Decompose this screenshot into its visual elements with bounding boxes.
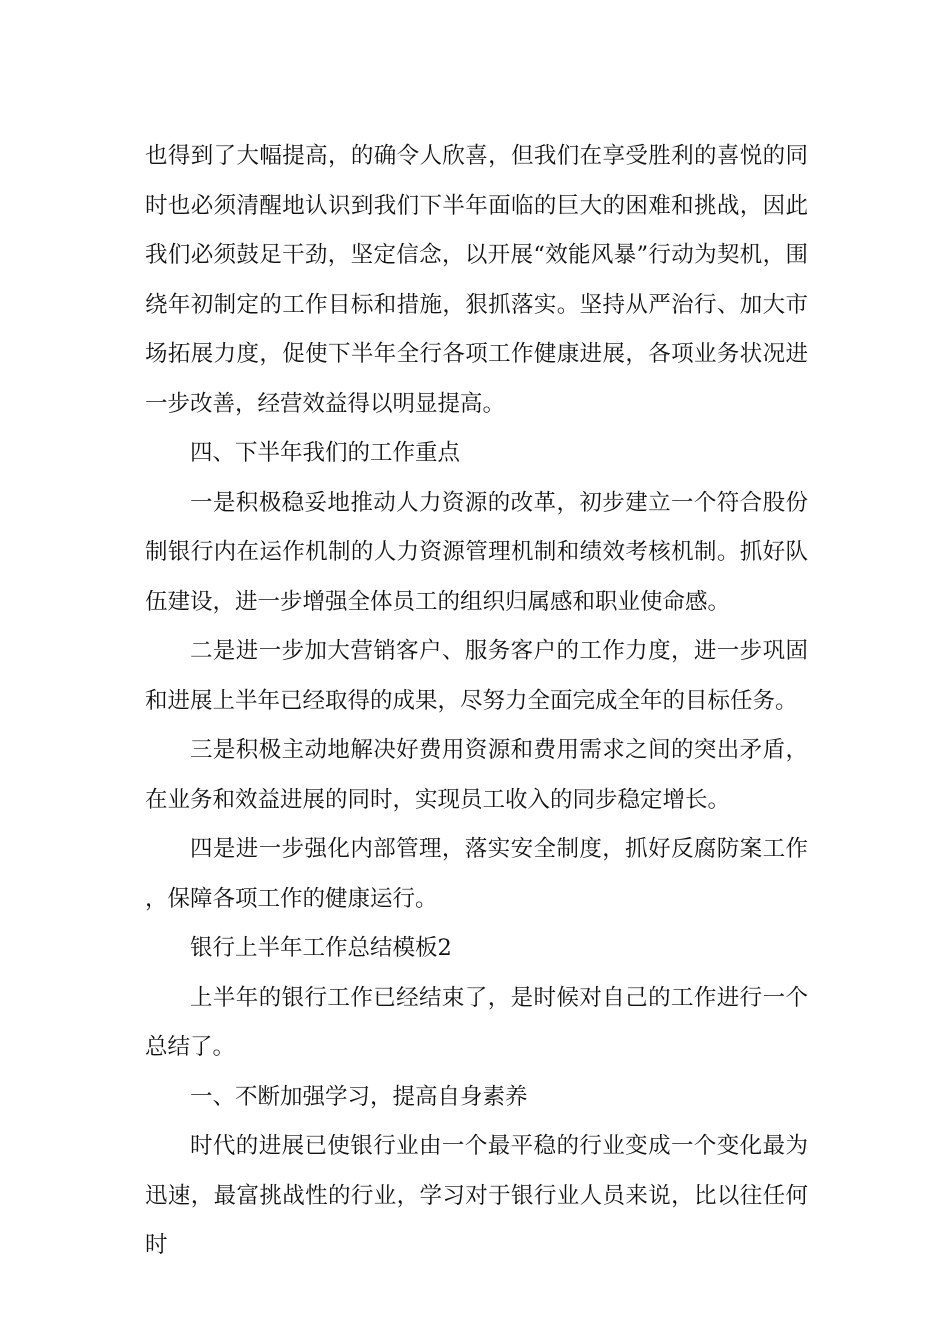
- section-heading-work-focus: 四、下半年我们的工作重点: [190, 440, 461, 466]
- paragraph-continued: 也得到了大幅提高，的确令人欣喜，但我们在享受胜利的喜悦的同时也必须清醒地认识到我们下半年面临的巨大的困难和挑战，因此我们必须鼓足干劲，坚定信念，以开展“效能风暴”行动为契机，围绕年初制定的工作目标和措施，狠抓落实。坚持从严治行、加大市场拓展力度，促使下半年全行各项工作健康进展，各项业务状况进一步改善，经营效益得以明显提高。: [145, 143, 808, 417]
- paragraph-cost-resources: 三是积极主动地解决好费用资源和费用需求之间的突出矛盾，在业务和效益进展的同时，实现员工收入的同步稳定增长。: [145, 737, 808, 813]
- paragraph-intro: 上半年的银行工作已经结束了，是时候对自己的工作进行一个总结了。: [145, 984, 808, 1060]
- paragraph-internal-management: 四是进一步强化内部管理，落实安全制度，抓好反腐防案工作，保障各项工作的健康运行。: [145, 836, 808, 912]
- document-section-title: 银行上半年工作总结模板2: [190, 935, 452, 961]
- document-body: [145, 132, 808, 1271]
- paragraph-hr-reform: 一是积极稳妥地推动人力资源的改革，初步建立一个符合股份制银行内在运作机制的人力资源管理机制和绩效考核机制。抓好队伍建设，进一步增强全体员工的组织归属感和职业使命感。: [145, 489, 808, 615]
- section-heading-learning: 一、不断加强学习，提高自身素养: [190, 1083, 528, 1110]
- paragraph-customer-marketing: 二是进一步加大营销客户、服务客户的工作力度，进一步巩固和进展上半年已经取得的成果，尽努力全面完成全年的目标任务。: [145, 638, 808, 714]
- paragraph-industry-change: 时代的进展已使银行业由一个最平稳的行业变成一个变化最为迅速，最富挑战性的行业，学习对于银行业人员来说，比以往任何时: [145, 1133, 808, 1258]
